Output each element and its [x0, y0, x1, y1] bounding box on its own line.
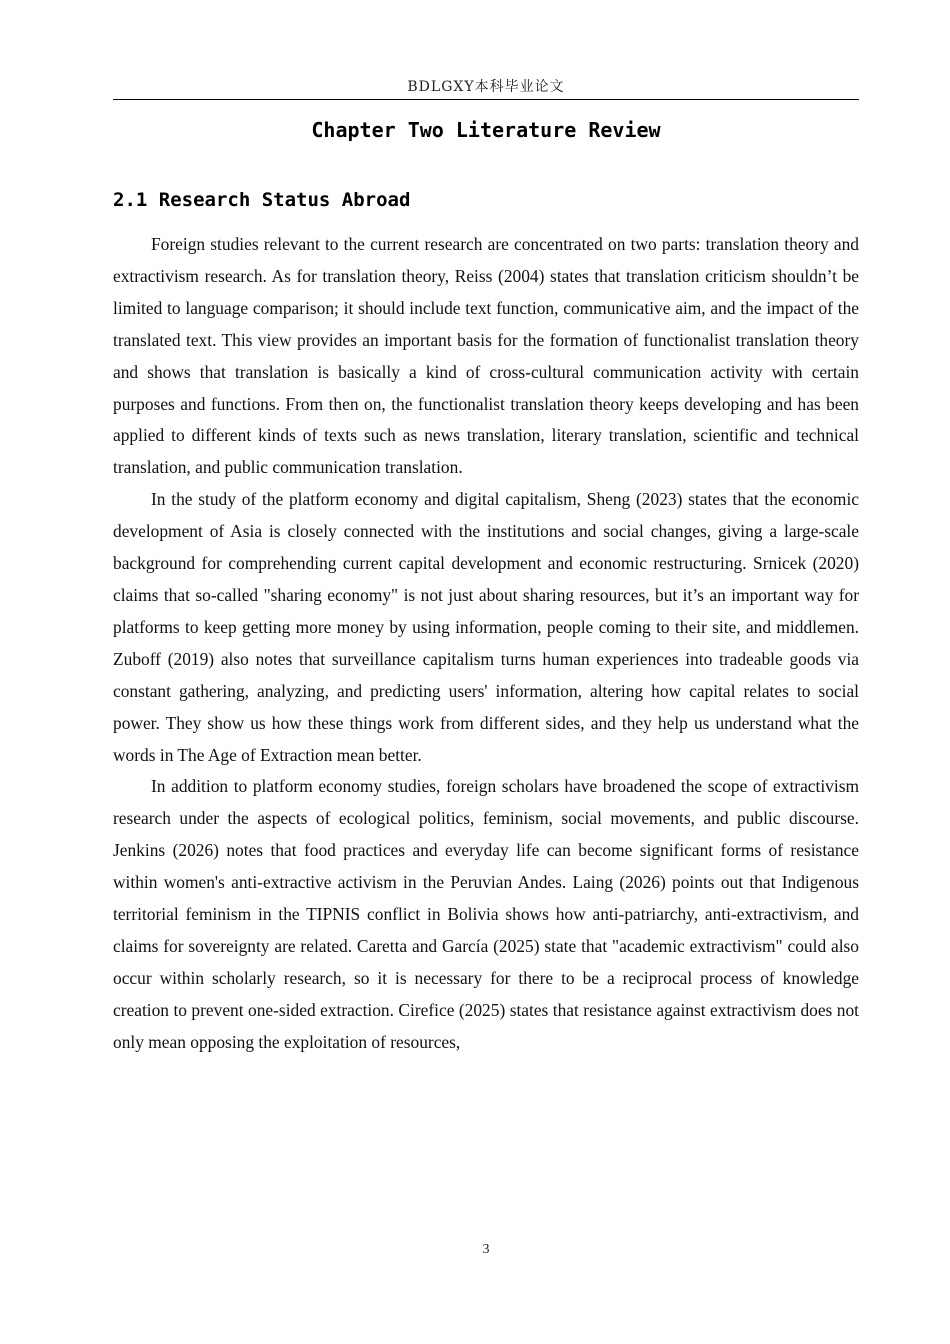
paragraph: Foreign studies relevant to the current research are concentrated on two parts: translation theory and extractivism research. As for translation theory, Reiss (2004) states that translation criticism shouldn’t be limited to language comparison; it should include text function, communicative aim, and the impact of the translated text. This view provides an important basis for the formation of functionalist translation theory and shows that translation is basically a kind of cross-cultural communication activity with certain purposes and functions. From then on, the functionalist translation theory keeps developing and has been applied to different kinds of texts such as news translation, literary translation, scientific and technical translation, and public communication translation.: [113, 234, 859, 478]
running-header: BDLGXY本科毕业论文: [407, 79, 565, 95]
paragraph: In the study of the platform economy and digital capitalism, Sheng (2023) states that the economic development of Asia is closely connected with the institutions and social changes, giving a large-scale background for comprehending current capital development and economic restructuring. Srnicek (2020) claims that so-called "sharing economy" is not just about sharing resources, but it’s an important way for platforms to keep getting more money by using information, people coming to their site, and middlemen. Zuboff (2019) also notes that surveillance capitalism turns human experiences into tradeable goods via constant gathering, analyzing, and predicting users' information, altering how capital relates to social power. They show us how these things work from different sides, and they help us understand what the words in The Age of Extraction mean better.: [113, 489, 859, 765]
header-rule: [113, 99, 859, 100]
body-text: [113, 229, 859, 1059]
page-number: 3: [482, 1242, 490, 1257]
section-heading: 2.1 Research Status Abroad: [113, 189, 411, 211]
chapter-title: Chapter Two Literature Review: [311, 118, 661, 142]
paragraph: In addition to platform economy studies, foreign scholars have broadened the scope of extractivism research under the aspects of ecological politics, feminism, social movements, and public discourse. Jenkins (2026) notes that food practices and everyday life can become significant forms of resistance within women's anti-extractive activism in the Peruvian Andes. Laing (2026) points out that Indigenous territorial feminism in the TIPNIS conflict in Bolivia shows how anti-patriarchy, anti-extractivism, and claims for sovereignty are related. Caretta and García (2025) state that "academic extractivism" could also occur within scholarly research, so it is necessary for there to be a reciprocal process of knowledge creation to prevent one-sided extraction. Cirefice (2025) states that resistance against extractivism does not only mean opposing the exploitation of resources,: [113, 776, 859, 1052]
